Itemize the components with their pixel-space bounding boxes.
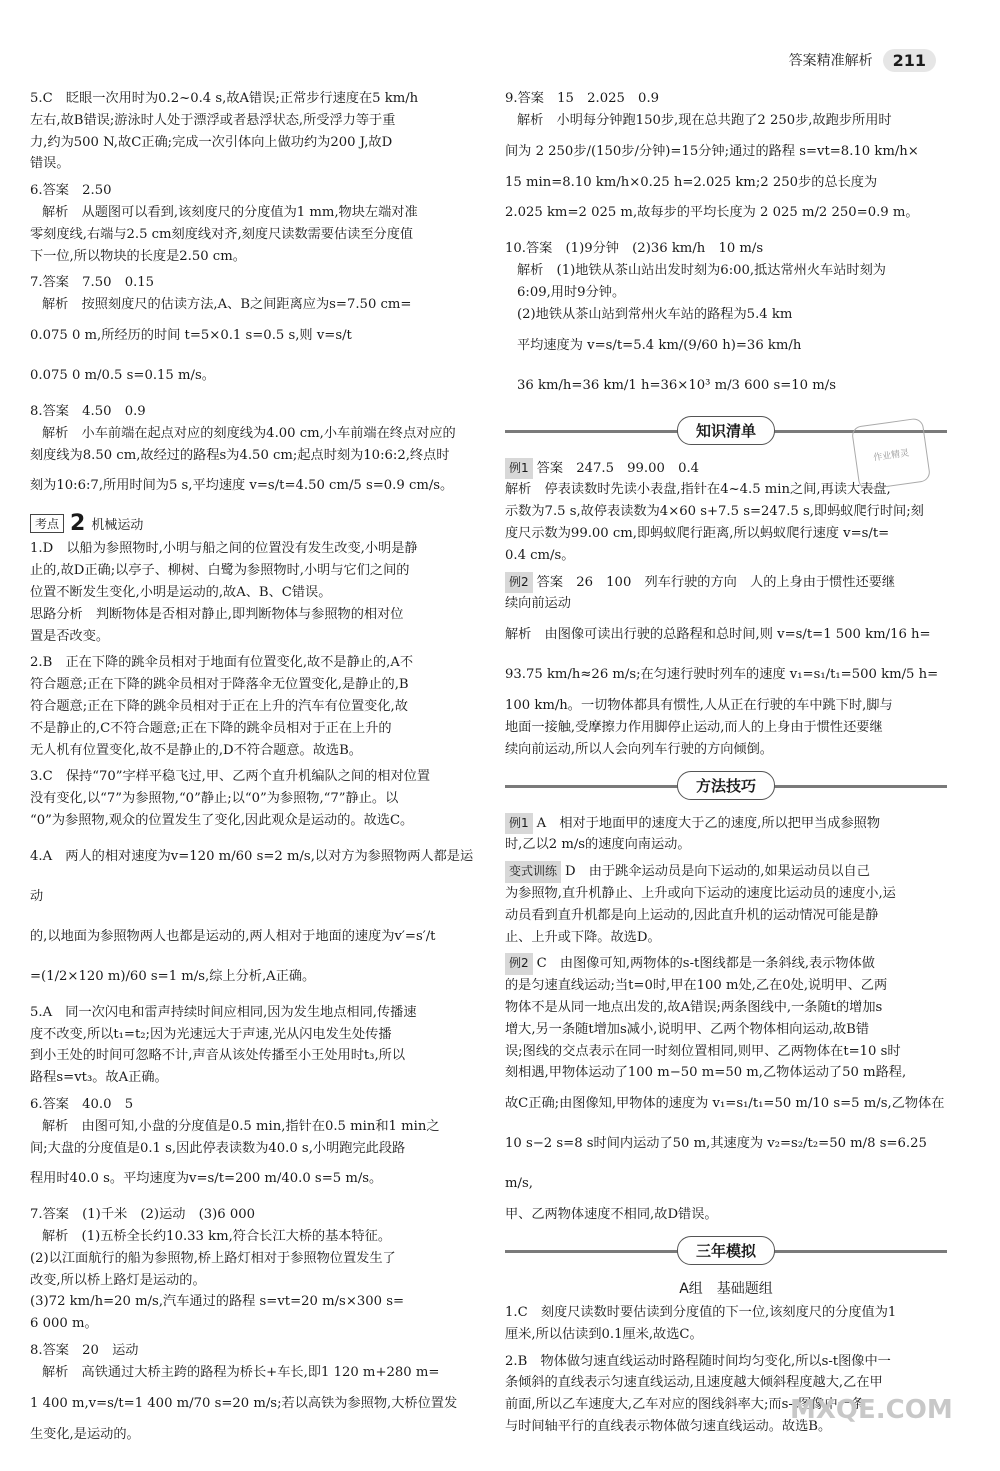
text-line: 止、上升或下降。故选D。 (505, 929, 661, 945)
text-line: 错误。 (30, 156, 70, 172)
text-line: 的,以地面为参照物两人也都是运动的,两人相对于地面的速度为v′=s′/t (30, 928, 436, 944)
text-line: 36 km/h=36 km/1 h=36×10³ m/3 600 s=10 m/s (517, 377, 836, 393)
text-line: 物体不是从同一地点出发的,故A错误;两条图线中,一条随t的增加s (505, 999, 883, 1015)
text-line: 改变,所以桥上路灯是运动的。 (30, 1272, 206, 1288)
text-line: 5.A 同一次闪电和雷声持续时间应相同,因为发生地点相同,传播速 (30, 1004, 417, 1020)
text-line: D 由于跳伞运动员是向下运动的,如果运动员以自己 (565, 864, 870, 880)
text-line: 6 000 m。 (30, 1316, 98, 1332)
text-line: 4.A 两人的相对速度为v=120 m/60 s=2 m/s,以对方为参照物两人都是运动 (30, 848, 474, 904)
text-line: =(1/2×120 m)/60 s=1 m/s,综上分析,A正确。 (30, 968, 316, 984)
text-line: (2)以江面航行的船为参照物,桥上路灯相对于参照物位置发生了 (30, 1250, 396, 1266)
text-line: 解析 由图可知,小盘的分度值是0.5 min,指针在0.5 min和1 min之 (42, 1118, 440, 1134)
page-number: 211 (883, 49, 936, 72)
text-line: 位置不断发生变化,小明是运动的,故A、B、C错误。 (30, 584, 332, 600)
text-line: 刻相遇,甲物体运动了100 m−50 m=50 m,乙物体运动了50 m路程, (505, 1065, 907, 1081)
text-line: 的是匀速直线运动;当t=0时,甲在100 m处,乙在0处,说明甲、乙两 (505, 978, 888, 994)
text-line: 到小王处的时间可忽略不计,声音从该处传播至小王处用时t₃,所以 (30, 1048, 406, 1064)
answer-block (30, 652, 482, 761)
text-line: 0.075 0 m,所经历的时间 t=5×0.1 s=0.5 s,则 v=s/t (30, 327, 352, 343)
example-tag: 例1 (505, 813, 533, 835)
text-line: 示数为7.5 s,故停表读数为4×60 s+7.5 s=247.5 s,即蚂蚁爬行时间;刻 (505, 504, 924, 520)
text-line: 故C正确;由图像知,甲物体的速度为 v₁=s₁/t₁=50 m/10 s=5 m/s,乙物体在 (505, 1096, 945, 1112)
text-line: 甲、乙两物体速度不相同,故D错误。 (505, 1207, 718, 1223)
answer-block (505, 88, 947, 233)
answer-block (30, 538, 482, 647)
text-line: 解析 小明每分钟跑150步,现在总共跑了2 250步,故跑步所用时 (517, 112, 892, 128)
text-line: 刻为10:6:7,所用时间为5 s,平均速度 v=s/t=4.50 cm/5 s=0.9 cm/s。 (30, 478, 454, 494)
text-line: 度不改变,所以t₁=t₂;因为光速远大于声速,光从闪电发生处传播 (30, 1026, 392, 1042)
text-line: 间为 2 250步/(150步/分钟)=15分钟;通过的路程 s=vt=8.10 km/h× (505, 143, 919, 159)
text-line: 8.答案 4.50 0.9 (30, 403, 146, 419)
text-line: 9.答案 15 2.025 0.9 (505, 91, 660, 106)
text-line: 刻度线为8.50 cm,故经过的路程s为4.50 cm;起点时刻为10:6:2,终点时 (30, 447, 450, 463)
example-tag: 例1 (505, 458, 533, 480)
text-line: 力,约为500 N,故C正确;完成一次引体向上做功约为200 J,故D (30, 134, 393, 150)
example-tag: 变式训练 (505, 861, 561, 883)
text-line: 5.C 眨眼一次用时为0.2~0.4 s,故A错误;正常步行速度在5 km/h (30, 91, 419, 106)
example-block (505, 861, 947, 948)
text-line: “0”为参照物,观众的位置发生了变化,因此观众是运动的。故选C。 (30, 812, 414, 828)
text-line: C 由图像可知,两物体的s-t图线都是一条斜线,表示物体做 (536, 956, 875, 972)
text-line: 程用时40.0 s。平均速度为v=s/t=200 m/40.0 s=5 m/s。 (30, 1171, 383, 1187)
text-line: 前面,所以乙车速度大,乙车对应的图线斜率大;而s-t图像中一条 (505, 1397, 865, 1413)
text-line: 0.4 cm/s。 (505, 547, 575, 563)
text-line: 没有变化,以“7”为参照物,“0”静止;以“0”为参照物,“7”静止。以 (30, 791, 399, 807)
answer-block (30, 88, 482, 175)
section-title: 三年模拟 (677, 1236, 775, 1265)
text-line: 100 km/h。一切物体都具有惯性,人从正在行驶的车中跳下时,脚与 (505, 698, 893, 714)
topic-title: 机械运动 (91, 518, 144, 534)
section-title: 知识清单 (677, 416, 775, 445)
text-line: (2)地铁从茶山站到常州火车站的路程为5.4 km (517, 306, 793, 322)
answer-block (30, 766, 482, 831)
text-line: 左右,故B错误;游泳时人处于漂浮或者悬浮状态,所受浮力等于重 (30, 112, 396, 128)
text-line: 3.C 保持“70”字样平稳飞过,甲、乙两个直升机编队之间的相对位置 (30, 769, 431, 785)
example-block (505, 953, 947, 1226)
section-title: 方法技巧 (677, 771, 775, 800)
topic-heading (30, 511, 482, 536)
answer-block (30, 837, 482, 997)
section-divider-methods (505, 767, 947, 805)
text-line: 地面一接触,受摩擦力作用脚停止运动,而人的上身由于惯性还要继 (505, 719, 883, 735)
text-line: 生变化,是运动的。 (30, 1426, 140, 1442)
text-line: 解析 由图像可读出行驶的总路程和总时间,则 v=s/t=1 500 km/16 h= (505, 627, 931, 643)
answer-block (505, 1302, 947, 1346)
group-title: A组 基础题组 (679, 1280, 773, 1297)
example-tag: 例2 (505, 953, 533, 975)
text-line: 解析 从题图可以看到,该刻度尺的分度值为1 mm,物块左端对准 (42, 204, 418, 220)
text-line: 解析 按照刻度尺的估读方法,A、B之间距离应为s=7.50 cm= (42, 297, 412, 313)
text-line: 无人机有位置变化,故不是静止的,D不符合题意。故选B。 (30, 742, 362, 758)
text-line: 1.C 刻度尺读数时要估读到分度值的下一位,该刻度尺的分度值为1 (505, 1304, 897, 1320)
text-line: 7.答案 7.50 0.15 (30, 275, 155, 291)
text-line: 2.B 物体做匀速直线运动时路程随时间均匀变化,所以s-t图像中一 (505, 1353, 891, 1369)
text-line: 答案 26 100 列车行驶的方向 人的上身由于惯性还要继 (536, 574, 896, 590)
text-line: 1 400 m,v=s/t=1 400 m/70 s=20 m/s;若以高铁为参照物,大桥位置发 (30, 1395, 458, 1411)
text-line: 6.答案 2.50 (30, 183, 112, 199)
text-line: 符合题意;正在下降的跳伞员相对于降落伞无位置变化,是静止的,B (30, 677, 409, 693)
text-line: 与时间轴平行的直线表示物体做匀速直线运动。故选B。 (505, 1418, 832, 1434)
text-line: 2.025 km=2 025 m,故每步的平均长度为 2 025 m/2 250=0.9 m。 (505, 205, 919, 221)
answer-block (30, 401, 482, 506)
answer-block (30, 272, 482, 396)
text-line: 解析 高铁通过大桥主跨的路程为桥长+车长,即1 120 m+280 m= (42, 1364, 440, 1380)
text-line: A 相对于地面甲的速度大于乙的速度,所以把甲当成参照物 (536, 815, 881, 831)
text-line: 为参照物,直升机静止、上升或向下运动的速度比运动员的速度小,运 (505, 885, 896, 901)
text-line: 续向前运动,所以人会向列车行驶的方向倾倒。 (505, 741, 773, 757)
text-line: 符合题意;正在下降的跳伞员相对于正在上升的汽车有位置变化,故 (30, 698, 408, 714)
text-line: 15 min=8.10 km/h×0.25 h=2.025 km;2 250步的总长度为 (505, 174, 878, 190)
text-line: 动员看到直升机都是向上运动的,因此直升机的运动情况可能是静 (505, 907, 879, 923)
text-line: 解析 (1)地铁从茶山站出发时刻为6:00,抵达常州火车站时刻为 (517, 263, 886, 279)
text-line: 条倾斜的直线表示匀速直线运动,且速度越大倾斜程度越大,乙在甲 (505, 1375, 883, 1391)
text-line: 续向前运动 (505, 596, 571, 612)
text-line: (3)72 km/h=20 m/s,汽车通过的路程 s=vt=20 m/s×300 s= (30, 1294, 405, 1310)
topic-label: 考点 (30, 514, 64, 533)
text-line: 10.答案 (1)9分钟 (2)36 km/h 10 m/s (505, 241, 764, 257)
section-divider-mock (505, 1232, 947, 1270)
text-line: 解析 停表读数时先读小表盘,指针在4~4.5 min之间,再读大表盘, (505, 482, 891, 498)
text-line: 不是静止的,C不符合题意;正在下降的跳伞员相对于正在上升的 (30, 720, 392, 736)
text-line: 10 s−2 s=8 s时间内运动了50 m,其速度为 v₂=s₂/t₂=50 m/8 s=6.25 m/s, (505, 1136, 932, 1192)
answer-block (30, 1002, 482, 1089)
header-title: 答案精准解析 (788, 53, 873, 69)
text-line: 0.075 0 m/0.5 s=0.15 m/s。 (30, 367, 215, 383)
text-line: 度尺示数为99.00 cm,即蚂蚁爬行距离,所以蚂蚁爬行速度 v=s/t= (505, 525, 890, 541)
text-line: 置是否改变。 (30, 628, 110, 644)
text-line: 增大,另一条随t增加s减小,说明甲、乙两个物体相向运动,故B错 (505, 1021, 870, 1037)
text-line: 93.75 km/h≈26 m/s;在匀速行驶时列车的速度 v₁=s₁/t₁=500 km/5 h= (505, 667, 939, 683)
text-line: 2.B 正在下降的跳伞员相对于地面有位置变化,故不是静止的,A不 (30, 655, 414, 671)
page-header (789, 46, 936, 74)
example-tag: 例2 (505, 572, 533, 594)
answer-block (30, 1204, 482, 1335)
text-line: 思路分析 判断物体是否相对静止,即判断物体与参照物的相对位 (30, 606, 404, 622)
text-line: 解析 小车前端在起点对应的刻度线为4.00 cm,小车前端在终点对应的 (42, 425, 456, 441)
text-line: 平均速度为 v=s/t=5.4 km/(9/60 h)=36 km/h (517, 337, 802, 353)
text-line: 厘米,所以估读到0.1厘米,故选C。 (505, 1326, 703, 1342)
text-line: 路程s=vt₃。故A正确。 (30, 1070, 168, 1086)
text-line: 间;大盘的分度值是0.1 s,因此停表读数为40.0 s,小明跑完此段路 (30, 1140, 406, 1156)
text-line: 下一位,所以物块的长度是2.50 cm。 (30, 248, 246, 264)
text-line: 6:09,用时9分钟。 (517, 284, 626, 300)
text-line: 零刻度线,右端与2.5 cm刻度线对齐,刻度尺读数需要估读至分度值 (30, 226, 414, 242)
answer-block (30, 180, 482, 267)
example-block (505, 572, 947, 761)
stamp-seal: 作业精灵 (851, 417, 931, 490)
text-line: 1.D 以船为参照物时,小明与船之间的位置没有发生改变,小明是静 (30, 541, 418, 557)
text-line: 解析 (1)五桥全长约10.33 km,符合长江大桥的基本特征。 (42, 1229, 392, 1245)
text-line: 时,乙以2 m/s的速度向南运动。 (505, 837, 691, 853)
topic-number: 2 (70, 511, 86, 537)
text-line: 答案 247.5 99.00 0.4 (536, 460, 700, 476)
text-line: 7.答案 (1)千米 (2)运动 (3)6 000 (30, 1207, 256, 1223)
answer-block (30, 1094, 482, 1199)
text-line: 止的,故D正确;以亭子、柳树、白鹭为参照物时,小明与它们之间的 (30, 563, 410, 579)
answer-block (505, 238, 947, 405)
right-column (505, 88, 947, 1443)
text-line: 8.答案 20 运动 (30, 1343, 139, 1359)
watermark: MXQE.COM (790, 1395, 953, 1425)
example-block (505, 813, 947, 857)
text-line: 误;图线的交点表示在同一时刻位置相同,则甲、乙两物体在t=10 s时 (505, 1043, 901, 1059)
left-column (30, 88, 482, 1450)
answer-block (30, 1340, 482, 1445)
text-line: 6.答案 40.0 5 (30, 1096, 134, 1112)
